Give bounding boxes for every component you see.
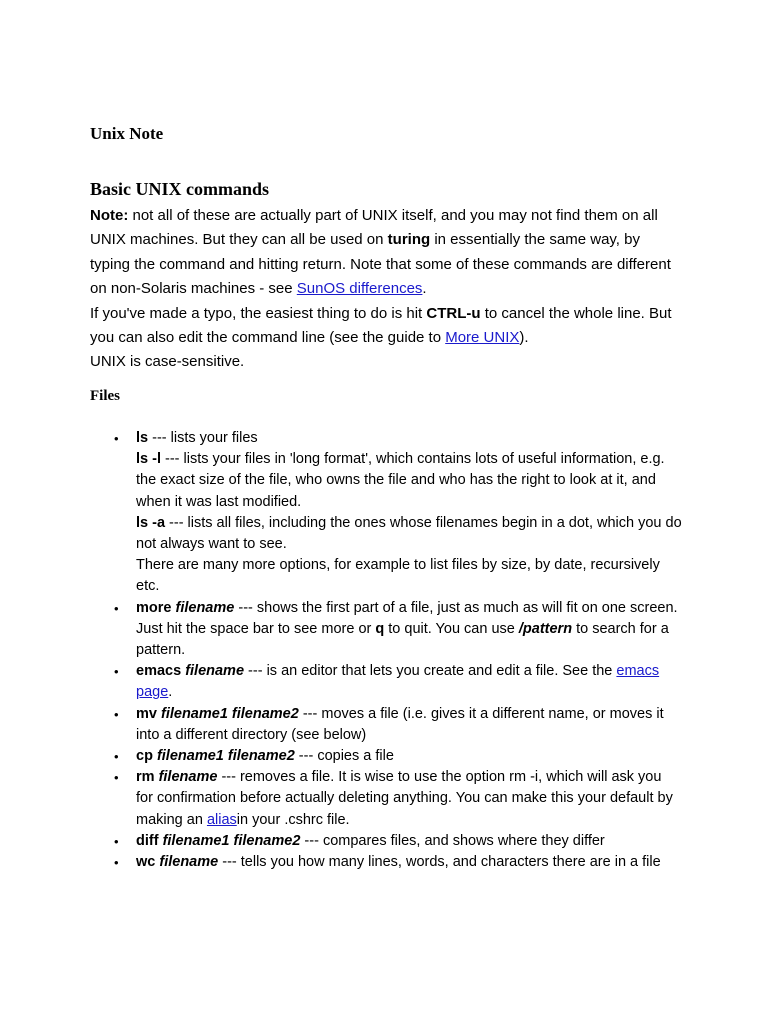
mv-argument: filename1 filename2 bbox=[161, 705, 299, 722]
intro-paragraph-case: UNIX is case-sensitive. bbox=[90, 353, 245, 371]
list-item-rm bbox=[90, 767, 682, 831]
note-text-b: in essentially the same way, by typing the command and hitting return. Note that some of these commands are different on non-Solaris machines - see bbox=[90, 231, 671, 298]
more-argument: filename bbox=[175, 599, 235, 616]
list-item-diff bbox=[90, 831, 682, 852]
ctrl-u-key: CTRL-u bbox=[426, 304, 481, 322]
emacs-command: emacs bbox=[136, 663, 182, 680]
typo-text-a: If you've made a typo, the easiest thing to do is hit bbox=[90, 304, 427, 322]
list-item-emacs bbox=[90, 661, 682, 703]
more-unix-link[interactable]: More UNIX bbox=[445, 329, 520, 347]
ls-a-description: --- lists all files, including the ones whose filenames begin in a dot, which you do not always want to see. bbox=[136, 514, 682, 553]
note-text-a: not all of these are actually part of UNIX itself, and you may not find them on all UNIX machines. But they can all be used on bbox=[90, 207, 658, 249]
emacs-description-b: . bbox=[168, 684, 173, 701]
list-item-mv bbox=[90, 704, 682, 746]
ls-l-description: --- lists your files in 'long format', which contains lots of useful information, e.g. the exact size of the file, who owns the file and who has the right to look at it, and when it was last modified. bbox=[136, 451, 665, 510]
rm-description-a: --- removes a file. It is wise to use the option rm -i, which will ask you for confirmation before actually deleting anything. You can make this your default by making an bbox=[136, 769, 673, 828]
emacs-argument: filename bbox=[185, 663, 245, 680]
more-description-c: to search for a pattern. bbox=[136, 620, 669, 659]
more-description-a: --- shows the first part of a file, just as much as will fit on one screen. Just hit the space bar to see more or bbox=[136, 599, 678, 637]
wc-argument: filename bbox=[159, 854, 219, 871]
mv-command: mv bbox=[136, 705, 157, 722]
ls-more-options: There are many more options, for example to list files by size, by date, recursively etc. bbox=[136, 557, 660, 595]
wc-command: wc bbox=[136, 854, 156, 871]
list-item-cp bbox=[90, 746, 682, 767]
ls-description: --- lists your files bbox=[148, 430, 258, 446]
ls-a-line bbox=[136, 513, 682, 555]
quit-key: q bbox=[375, 620, 385, 637]
diff-description: --- compares files, and shows where they differ bbox=[300, 832, 605, 849]
intro-text bbox=[90, 204, 680, 375]
diff-command: diff bbox=[136, 832, 159, 849]
more-description-b: to quit. You can use bbox=[384, 620, 519, 637]
typo-text-c: ). bbox=[519, 329, 529, 347]
section-heading: Basic UNIX commands bbox=[90, 179, 270, 199]
intro-paragraph-typo bbox=[90, 302, 680, 351]
pattern-term: /pattern bbox=[518, 620, 573, 637]
diff-argument: filename1 filename2 bbox=[162, 832, 301, 849]
emacs-page-link[interactable]: emacs page bbox=[136, 663, 660, 701]
intro-paragraph-note bbox=[90, 204, 680, 302]
ls-command: ls bbox=[136, 430, 149, 446]
more-command: more bbox=[136, 599, 172, 616]
ls-l-line bbox=[136, 449, 682, 513]
wc-description: --- tells you how many lines, words, and characters there are in a file bbox=[218, 854, 661, 871]
note-label: Note: bbox=[90, 207, 129, 224]
command-list bbox=[90, 428, 682, 873]
ls-a-command: ls -a bbox=[136, 514, 166, 531]
typo-text-b: to cancel the whole line. But you can also edit the command line (see the guide to bbox=[90, 304, 672, 347]
emacs-description-a: --- is an editor that lets you create and edit a file. See the bbox=[244, 663, 617, 680]
rm-description-b: in your .cshrc file. bbox=[236, 811, 350, 828]
rm-argument: filename bbox=[158, 769, 218, 786]
mv-description: --- moves a file (i.e. gives it a different name, or moves it into a different directory (see below) bbox=[136, 705, 664, 743]
turing-term: turing bbox=[387, 231, 431, 249]
ls-line bbox=[136, 428, 682, 449]
rm-command: rm bbox=[136, 769, 155, 786]
list-item-more bbox=[90, 598, 682, 662]
page-title: Unix Note bbox=[90, 124, 164, 143]
sunos-differences-link[interactable]: SunOS differences bbox=[296, 280, 423, 298]
list-item-wc bbox=[90, 852, 682, 873]
ls-l-command: ls -l bbox=[136, 451, 161, 468]
files-heading: Files bbox=[90, 388, 120, 404]
note-text-c: . bbox=[422, 280, 427, 298]
alias-link[interactable]: alias bbox=[206, 811, 237, 828]
cp-description: --- copies a file bbox=[294, 748, 394, 765]
cp-command: cp bbox=[136, 748, 153, 765]
list-item-ls bbox=[90, 428, 682, 598]
cp-argument: filename1 filename2 bbox=[156, 748, 295, 765]
